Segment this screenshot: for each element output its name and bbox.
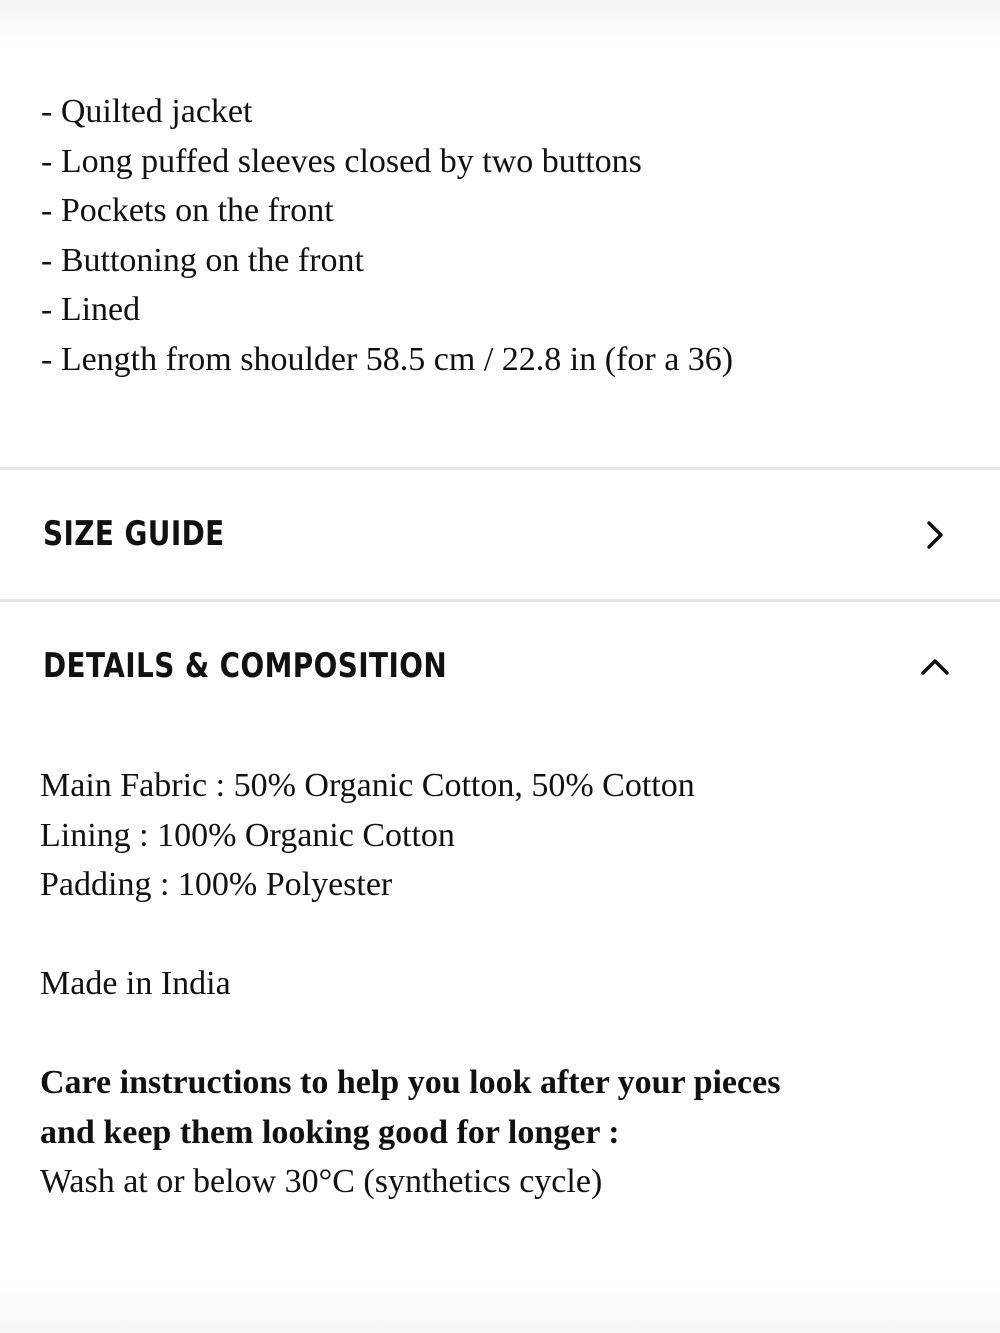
care-heading: and keep them looking good for longer : [40,1113,620,1151]
feature-item: - Lined [41,291,141,329]
composition-line: Padding : 100% Polyester [40,866,393,904]
feature-item: - Length from shoulder 58.5 cm / 22.8 in (for a 36) [41,340,734,378]
care-instructions [40,1058,980,1207]
details-composition-title: DETAILS & COMPOSITION [43,646,448,686]
composition-line: Main Fabric : 50% Organic Cotton, 50% Cotton [40,767,695,804]
feature-item: - Buttoning on the front [41,241,364,279]
care-heading: Care instructions to help you look after your pieces [40,1064,781,1101]
details-composition-toggle[interactable] [0,602,1000,730]
care-instruction: Wash at or below 30°C (synthetics cycle) [40,1163,603,1201]
composition-line: Lining : 100% Organic Cotton [40,816,455,854]
size-guide-toggle[interactable] [0,470,1000,598]
origin-text: Made in India [40,965,231,1002]
chevron-right-icon [920,520,950,550]
feature-list [41,87,733,385]
composition-list [40,761,980,910]
feature-item: - Quilted jacket [41,93,253,130]
feature-item: - Pockets on the front [41,192,334,230]
bottom-fade [0,1283,1000,1333]
feature-item: - Long puffed sleeves closed by two buttons [41,142,642,180]
size-guide-title: SIZE GUIDE [43,514,225,554]
chevron-up-icon [920,652,950,682]
top-fade [0,0,1000,44]
